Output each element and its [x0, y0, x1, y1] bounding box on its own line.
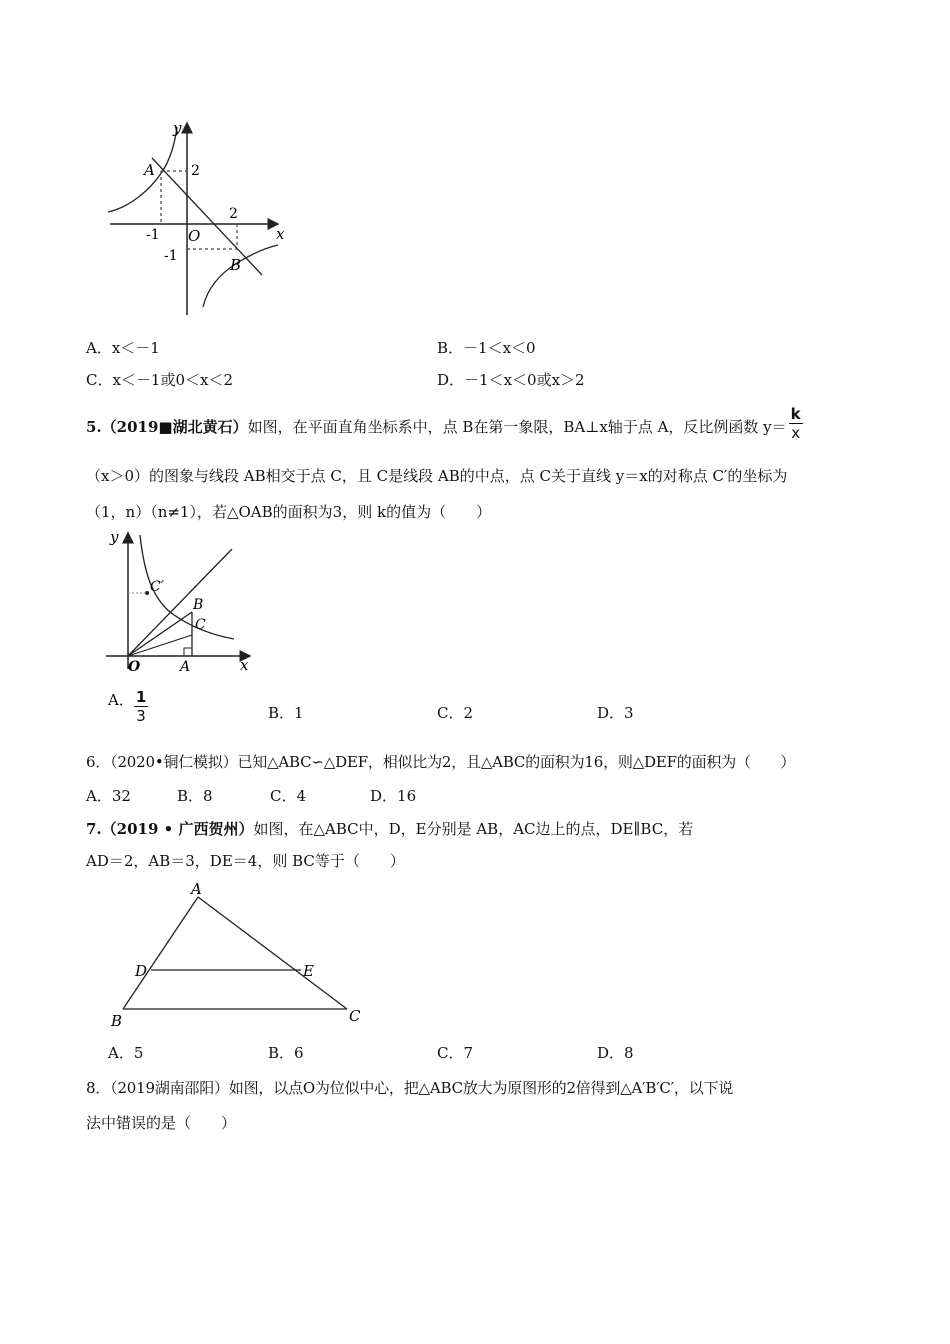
- q5-graph: [100, 527, 260, 675]
- q7-label-e: E: [303, 962, 314, 980]
- q5-line3: （1，n）（n≠1），若△OAB的面积为3，则 k的值为（ ）: [86, 503, 492, 521]
- q4-tick-2-x: 2: [229, 206, 238, 222]
- q5-option-a-denominator: 3: [136, 707, 146, 725]
- q5-label-y: y: [110, 528, 119, 546]
- q5-source: 5.（2019■湖北黄石）: [86, 418, 248, 436]
- q5-option-d: D．3: [597, 704, 634, 722]
- q4-option-b: B．－1＜x＜0: [437, 339, 536, 357]
- q5-frac-denominator: x: [791, 424, 801, 442]
- q5-line-y-eq-x: [128, 549, 232, 656]
- q5-option-b: B．1: [268, 704, 304, 722]
- q4-label-y: y: [173, 119, 182, 137]
- q7-segment-ab: [123, 897, 198, 1009]
- q7-option-a: A．5: [108, 1044, 144, 1062]
- q6-option-d: D．16: [370, 787, 417, 805]
- q6-option-b: B．8: [177, 787, 213, 805]
- q7-label-a: A: [191, 880, 202, 898]
- q7-line1-text: 如图，在△ABC中，D，E分别是 AB，AC边上的点，DE∥BC，若: [253, 820, 694, 838]
- q6-text: 6．（2020•铜仁模拟）已知△ABC∽△DEF，相似比为2，且△ABC的面积为16，则△DEF的面积为（ ）: [86, 753, 796, 771]
- q5-option-a: [108, 690, 148, 724]
- q7-label-c: C: [349, 1007, 361, 1025]
- q5-option-a-numerator: 1: [135, 688, 147, 706]
- q5-line1: [86, 405, 803, 445]
- q5-segment-ob: [128, 612, 192, 656]
- q5-right-angle-mark: [184, 648, 192, 656]
- q5-option-a-fraction: [134, 690, 148, 724]
- q5-label-a: A: [180, 659, 191, 675]
- q7-label-b: B: [111, 1012, 123, 1028]
- q4-label-x: x: [276, 225, 285, 243]
- q4-option-a: A．x＜－1: [86, 339, 160, 357]
- q5-frac-numerator: k: [790, 405, 801, 423]
- q5-option-c: C．2: [437, 704, 474, 722]
- q5-line1-text: 如图，在平面直角坐标系中，点 B在第一象限，BA⊥x轴于点 A，反比例函数 y＝: [247, 418, 787, 436]
- q7-option-d: D．8: [597, 1044, 634, 1062]
- q5-option-a-prefix: A．: [108, 691, 134, 709]
- q5-line2: （x＞0）的图象与线段 AB相交于点 C，且 C是线段 AB的中点，点 C关于直线 y＝x的对称点 C′的坐标为: [86, 467, 788, 485]
- q4-tick-neg1-y: -1: [164, 248, 178, 264]
- q4-label-b: B: [230, 256, 242, 274]
- q4-hyperbola-left: [108, 127, 177, 212]
- q5-label-c: C: [195, 617, 206, 633]
- q4-option-c: C．x＜－1或0＜x＜2: [86, 371, 234, 389]
- q4-label-origin: O: [188, 227, 201, 245]
- q4-label-a: A: [144, 161, 155, 179]
- q4-option-d: D．－1＜x＜0或x＞2: [437, 371, 585, 389]
- q8-line2: 法中错误的是（ ）: [86, 1114, 237, 1132]
- q6-option-c: C．4: [270, 787, 307, 805]
- q5-label-x: x: [240, 656, 249, 674]
- q6-option-a: A．32: [86, 787, 131, 805]
- q7-option-c: C．7: [437, 1044, 474, 1062]
- q7-triangle-figure: [105, 880, 370, 1028]
- q4-graph: [100, 115, 300, 320]
- q5-label-cp: C′: [150, 579, 164, 595]
- q5-label-origin: O: [128, 659, 141, 675]
- q7-segment-ac: [198, 897, 347, 1009]
- q4-hyperbola-right: [203, 245, 278, 307]
- q7-label-d: D: [135, 962, 148, 980]
- q7-line1: [86, 818, 693, 839]
- q4-tick-neg1-x: -1: [146, 227, 160, 243]
- q7-line2: AD＝2，AB＝3，DE＝4，则 BC等于（ ）: [86, 852, 405, 870]
- q7-source: 7.（2019 • 广西贺州）: [86, 820, 254, 838]
- q5-label-b: B: [193, 597, 204, 613]
- q8-line1: 8．（2019湖南邵阳）如图，以点O为位似中心，把△ABC放大为原图形的2倍得到△A′B′C′，以下说: [86, 1079, 734, 1097]
- q7-option-b: B．6: [268, 1044, 304, 1062]
- q5-fraction-k-over-x: [789, 407, 803, 441]
- q4-tick-2-y: 2: [191, 163, 200, 179]
